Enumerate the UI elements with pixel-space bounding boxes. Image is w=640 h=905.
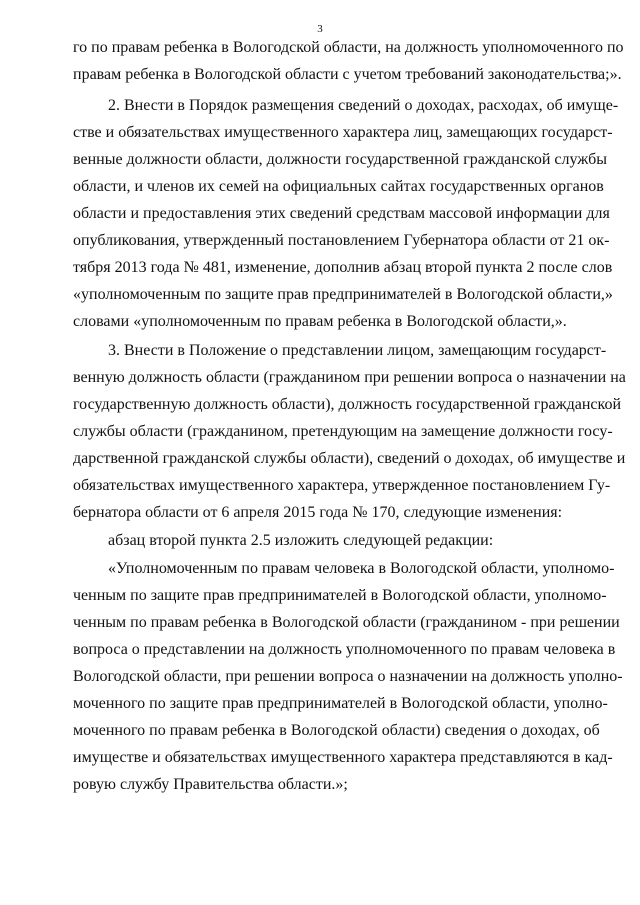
text-line: дарственной гражданской службы области), сведений о доходах, об имуществе и (73, 450, 626, 467)
text-line: вопроса о представлении на должность уполномоченного по правам человека в (73, 641, 616, 658)
text-line: Вологодской области, при решении вопроса о назначении на должность уполно- (73, 668, 623, 685)
text-line: ченным по защите прав предпринимателей в Вологодской области, уполномо- (73, 587, 607, 604)
text-line: моченного по правам ребенка в Вологодской области) сведения о доходах, об (73, 722, 600, 739)
text-line: стве и обязательствах имущественного характера лиц, замещающих государст- (73, 124, 613, 141)
text-line: «уполномоченным по защите прав предпринимателей в Вологодской области,» (73, 286, 613, 303)
text-line: имуществе и обязательствах имущественного характера представляются в кад- (73, 749, 613, 766)
text-line: правам ребенка в Вологодской области с учетом требований законодательства;». (73, 66, 622, 83)
text-line: службы области (гражданином, претендующим на замещение должности госу- (73, 423, 613, 440)
text-line: «Уполномоченным по правам человека в Вологодской области, уполномо- (108, 560, 615, 577)
text-line: области и предоставления этих сведений средствам массовой информации для (73, 205, 610, 222)
text-line: абзац второй пункта 2.5 изложить следующей редакции: (108, 532, 494, 549)
text-line: моченного по защите прав предпринимателей в Вологодской области, уполно- (73, 695, 608, 712)
text-line: венную должность области (гражданином при решении вопроса о назначении на (73, 369, 626, 386)
text-line: тября 2013 года № 481, изменение, дополнив абзац второй пункта 2 после слов (73, 259, 613, 276)
text-line: государственную должность области), должность государственной гражданской (73, 396, 622, 413)
page-number: 3 (317, 23, 323, 35)
text-line: ченным по правам ребенка в Вологодской области (гражданином - при решении (73, 614, 620, 631)
text-line: 3. Внести в Положение о представлении лицом, замещающим государст- (108, 342, 607, 359)
text-line: 2. Внести в Порядок размещения сведений о доходах, расходах, об имуще- (108, 97, 619, 114)
text-line: ровую службу Правительства области.»; (73, 776, 348, 793)
text-line: словами «уполномоченным по правам ребенка в Вологодской области,». (73, 313, 567, 330)
text-line: венные должности области, должности государственной гражданской службы (73, 151, 607, 168)
text-line: опубликования, утвержденный постановлением Губернатора области от 21 ок- (73, 232, 610, 249)
text-line: бернатора области от 6 апреля 2015 года № 170, следующие изменения: (73, 504, 563, 521)
text-line: го по правам ребенка в Вологодской области, на должность уполномоченного по (73, 39, 624, 56)
text-line: обязательствах имущественного характера, утвержденное постановлением Гу- (73, 477, 611, 494)
text-line: области, и членов их семей на официальных сайтах государственных органов (73, 178, 604, 195)
